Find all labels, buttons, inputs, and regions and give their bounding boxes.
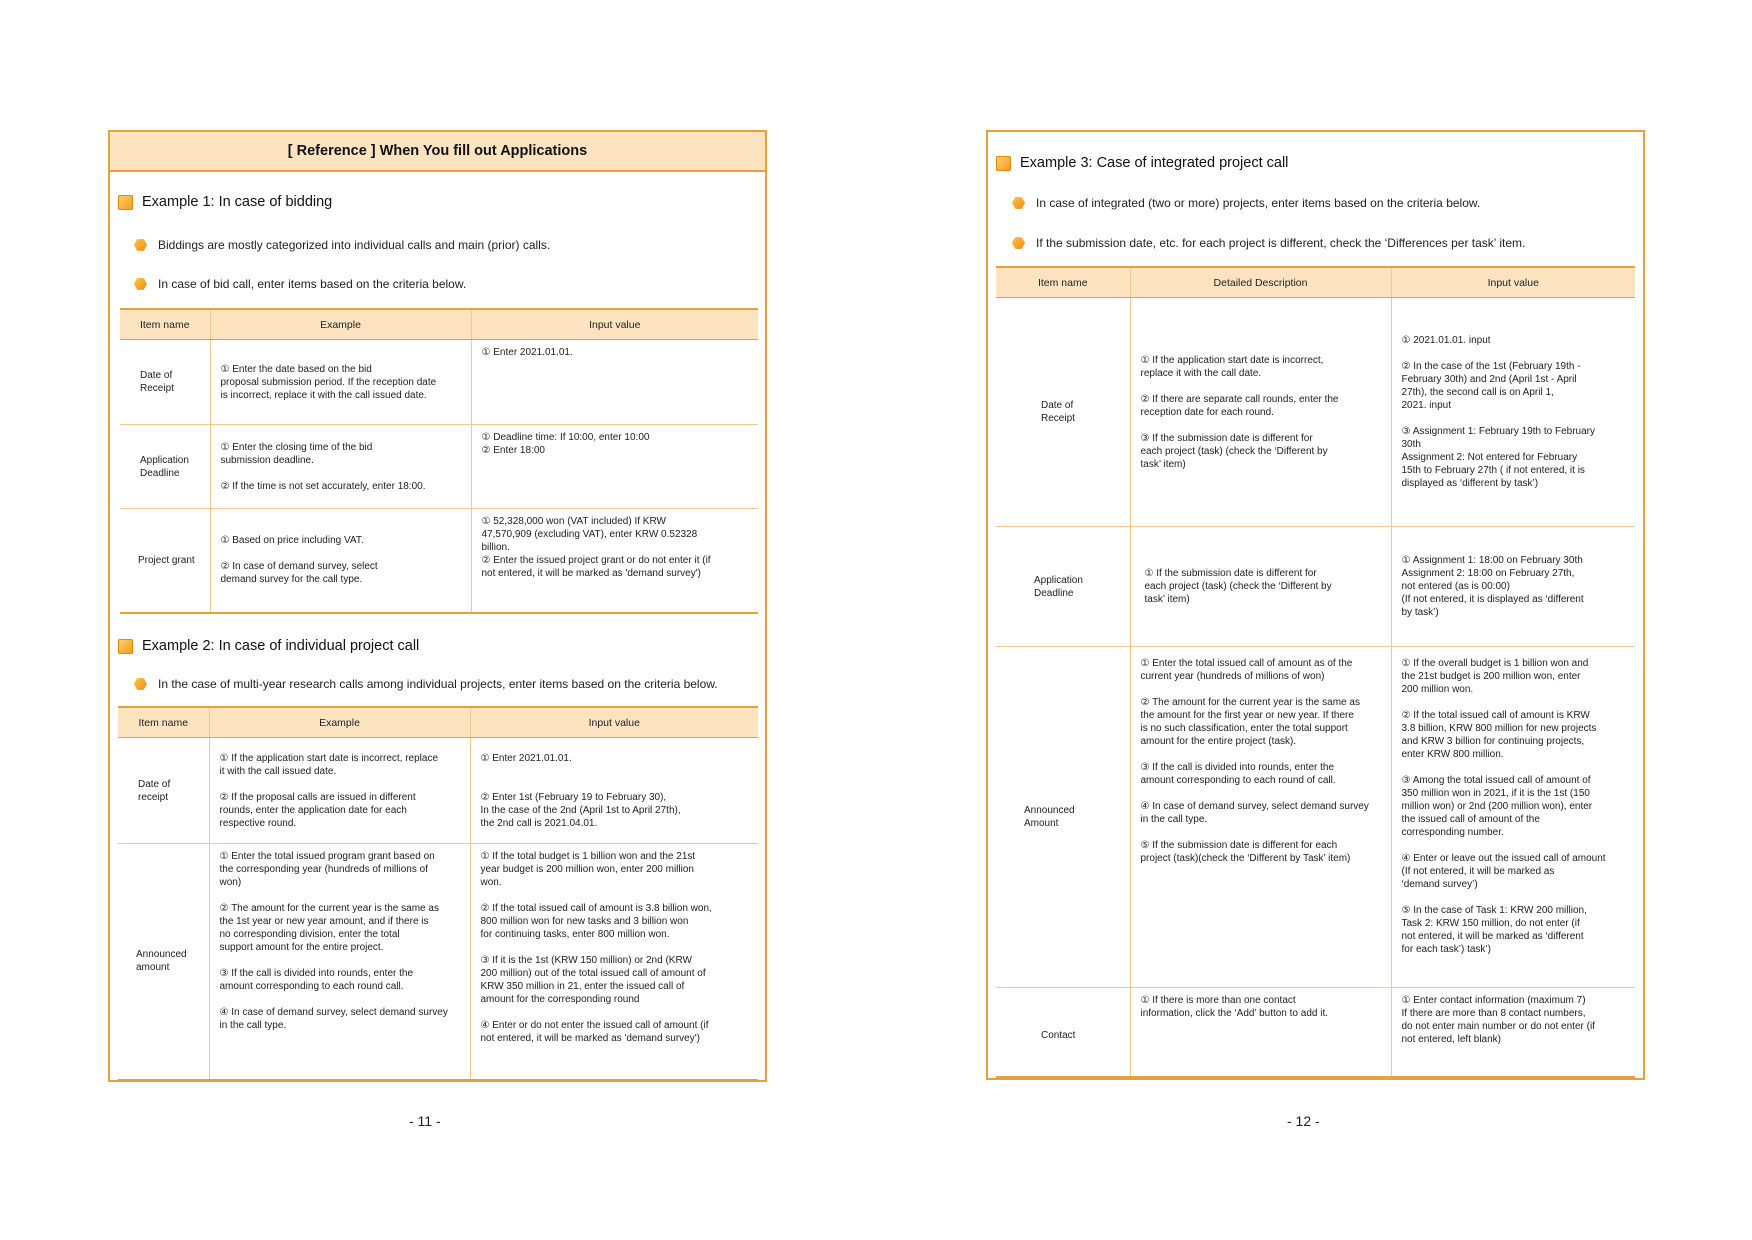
row-item-name: Contact [1041, 1030, 1076, 1042]
row-item-name: Date of Receipt [140, 370, 174, 394]
example-3-heading [996, 155, 1288, 171]
table-row [996, 527, 1635, 647]
orange-square-icon [996, 156, 1011, 171]
row-input-value: ① If the total budget is 1 billion won and the 21st year budget is 200 million won, enter 200 million won. ② If the total issued call of amount is 3.8 billion won, 800 million won for new tasks and 3 billion won for continuing tasks, enter 800 million won. ③ If it is the 1st (KRW 150 million) or 2nd (KRW 200 million) out of the total issued call of amount of KRW 350 million in 21, enter the issued call of amount for the corresponding round ④ Enter or do not enter the issued call of amount (if not entered, it will be marked as 'demand survey') [480, 851, 712, 1044]
example-2-heading [118, 638, 419, 654]
table-row [118, 844, 758, 1080]
header-input-value: Input value [470, 707, 758, 738]
reference-banner: [ Reference ] When You fill out Applications [110, 132, 765, 172]
page-number-12: - 12 - [1287, 1113, 1320, 1129]
table-row [996, 988, 1635, 1077]
row-example: ① Enter the closing time of the bid submission deadline. ② If the time is not set accurately, enter 18:00. [220, 441, 426, 492]
example-1-bullet-1 [134, 238, 550, 252]
table-header-row [996, 267, 1635, 298]
header-input-value: Input value [471, 309, 758, 340]
header-example: Example [209, 707, 470, 738]
example-3-bullet-1 [1012, 196, 1480, 210]
example-1-heading [118, 194, 332, 210]
table-row [996, 647, 1635, 988]
example-2-table [118, 706, 758, 1081]
header-example: Example [210, 309, 471, 340]
row-item-name: Application Deadline [140, 454, 189, 479]
table-row [120, 340, 758, 425]
example-1-title: Example 1: In case of bidding [142, 194, 333, 210]
orange-hexagon-icon [1012, 197, 1025, 210]
table-row [118, 738, 758, 844]
header-detailed-description: Detailed Description [1130, 267, 1391, 298]
row-input-value: ① Enter contact information (maximum 7) If there are more than 8 contact numbers, do not enter main number or do not enter (if not entered, left blank) [1401, 995, 1595, 1045]
header-item-name: Item name [120, 309, 210, 340]
row-item-name: Project grant [138, 554, 195, 566]
row-input-value: ① Enter 2021.01.01. ② Enter 1st (February 19 to February 30), In the case of the 2nd (April 1st to April 27th), the 2nd call is 2021.04.01. [480, 752, 681, 829]
bullet-text: If the submission date, etc. for each project is different, check the ‘Differences per task’ item. [1036, 236, 1526, 250]
example-2-title: Example 2: In case of individual project call [142, 638, 420, 654]
row-input-value: ① Deadline time: If 10:00, enter 10:00 ② Enter 18:00 [481, 432, 650, 456]
orange-square-icon [118, 639, 133, 654]
example-2-bullet-1 [134, 677, 718, 691]
orange-hexagon-icon [1012, 237, 1025, 250]
row-example: ① Enter the date based on the bid proposal submission period. If the reception date is incorrect, replace it with the call issued date. [220, 363, 437, 401]
row-item-name: Announced Amount [1024, 805, 1075, 829]
example-3-title: Example 3: Case of integrated project call [1020, 155, 1289, 171]
table-row [120, 425, 758, 509]
table-row [996, 298, 1635, 527]
page-12 [986, 130, 1645, 1080]
example-1-bullet-2 [134, 277, 466, 291]
row-input-value: ① Assignment 1: 18:00 on February 30th Assignment 2: 18:00 on February 27th, not entered (as is 00:00) (If not entered, it is displayed as ‘different by task’) [1401, 555, 1584, 618]
row-input-value: ① 2021.01.01. input ② In the case of the 1st (February 19th - February 30th) and 2nd (April 1st - April 27th), the second call is on April 1, 2021. input ③ Assignment 1: February 19th to February 30th Assignment 2: Not entered for February 15th to February 27th ( if not entered, it is displayed as ‘different by task’) [1401, 335, 1596, 489]
bullet-text: In case of integrated (two or more) projects, enter items based on the criteria below. [1036, 196, 1481, 210]
page-number-11: - 11 - [409, 1113, 441, 1129]
row-description: ① If the submission date is different for each project (task) (check the ‘Different by task’ item) [1144, 568, 1332, 605]
orange-hexagon-icon [134, 278, 147, 291]
orange-hexagon-icon [134, 678, 147, 691]
example-1-table [120, 308, 758, 614]
row-input-value: ① If the overall budget is 1 billion won and the 21st budget is 200 million won, enter 200 million won. ② If the total issued call of amount is KRW 3.8 billion, KRW 800 million for new projects and KRW 3 billion for continuing projects, enter KRW 800 million. ③ Among the total issued call of amount of 350 million won in 2021, if it is the 1st (150 million won) or 2nd (200 million won), enter the issued call of amount of the corresponding number. ④ Enter or leave out the issued call of amount (If not entered, it will be marked as ‘demand survey’) ⑤ In the case of Task 1: KRW 200 million, Task 2: KRW 150 million, do not enter (if not entered, it will be marked as ‘different for each task’) task’) [1401, 658, 1606, 955]
row-example: ① Enter the total issued program grant based on the corresponding year (hundreds of millions of won) ② The amount for the current year is the same as the 1st year or new year amount, and if there is no corresponding division, enter the total support amount for the entire project. ③ If the call is divided into rounds, enter the amount corresponding to each round call. ④ In case of demand survey, select demand survey in the call type. [219, 851, 448, 1031]
row-description: ① If there is more than one contact information, click the ‘Add’ button to add it. [1140, 995, 1329, 1019]
row-description: ① If the application start date is incorrect, replace it with the call date. ② If there are separate call rounds, enter the reception date for each round. ③ If the submission date is different for each project (task) (check the ‘Different by task’ item) [1140, 354, 1339, 470]
example-3-table [996, 266, 1635, 1078]
page-11 [108, 130, 767, 1082]
row-item-name: Application Deadline [1034, 574, 1083, 599]
example-3-bullet-2 [1012, 236, 1525, 250]
orange-square-icon [118, 195, 133, 210]
row-example: ① If the application start date is incorrect, replace it with the call issued date. ② If the proposal calls are issued in different rounds, enter the application date for each respective round. [219, 752, 439, 829]
table-row [120, 509, 758, 613]
header-item-name: Item name [996, 267, 1130, 298]
row-description: ① Enter the total issued call of amount as of the current year (hundreds of millions of won) ② The amount for the current year is the same as the amount for the first year or new year. If there is no such classification, enter the total support amount for the entire project (task). ③ If the call is divided into rounds, enter the amount corresponding to each round of call. ④ In case of demand survey, select demand survey in the call type. ⑤ If the submission date is different for each project (task)(check the ‘Different by Task’ item) [1140, 658, 1369, 864]
row-input-value: ① 52,328,000 won (VAT included) If KRW 47,570,909 (excluding VAT), enter KRW 0.52328 billion. ② Enter the issued project grant or do not enter it (if not entered, it will be marked as 'demand survey') [481, 516, 711, 579]
bullet-text: In case of bid call, enter items based on the criteria below. [158, 277, 467, 291]
row-item-name: Date of receipt [138, 778, 171, 803]
bullet-text: Biddings are mostly categorized into individual calls and main (prior) calls. [158, 238, 551, 252]
orange-hexagon-icon [134, 239, 147, 252]
row-example: ① Based on price including VAT. ② In case of demand survey, select demand survey for the call type. [220, 535, 378, 586]
table-header-row [118, 707, 758, 738]
row-input-value: ① Enter 2021.01.01. [481, 347, 573, 358]
table-header-row [120, 309, 758, 340]
header-input-value: Input value [1391, 267, 1635, 298]
bullet-text: In the case of multi-year research calls among individual projects, enter items based on the criteria below. [158, 677, 718, 691]
row-item-name: Announced amount [136, 949, 187, 974]
header-item-name: Item name [118, 707, 209, 738]
row-item-name: Date of Receipt [1041, 400, 1075, 424]
